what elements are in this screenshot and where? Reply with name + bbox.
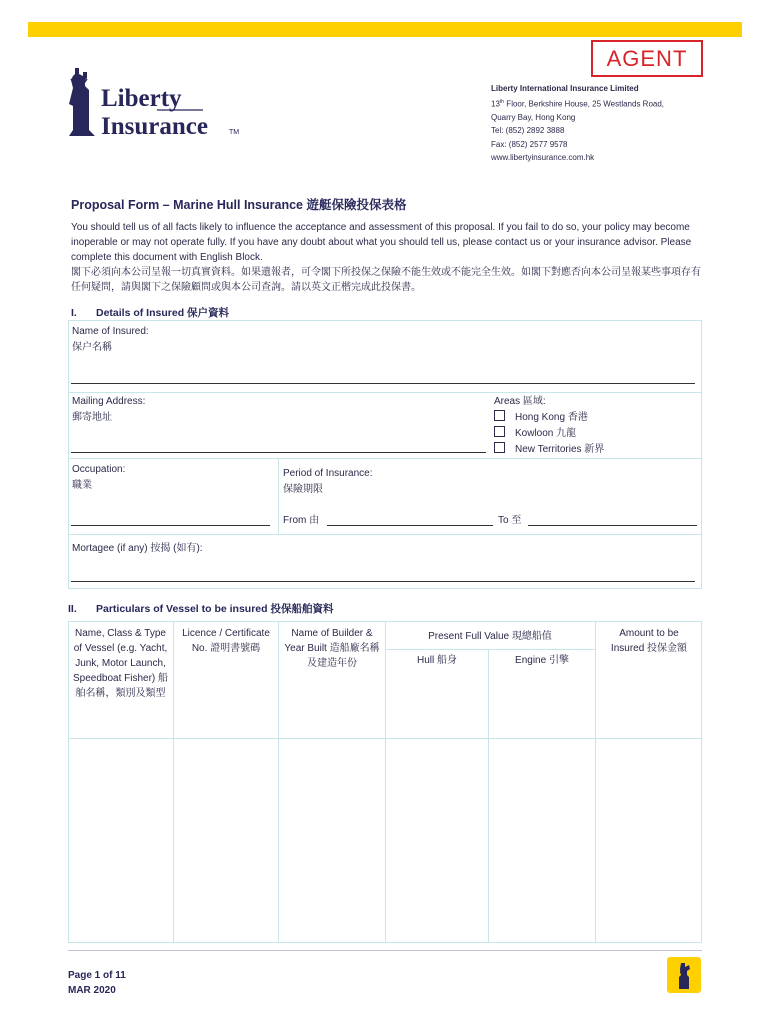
period-to-field[interactable] [528, 525, 697, 526]
company-fax: Fax: (852) 2577 9578 [491, 139, 568, 149]
period-from-field[interactable] [327, 525, 493, 526]
col-header-hull: Hull 船身 [416, 655, 457, 666]
statue-of-liberty-icon [69, 68, 95, 136]
area-option-hong-kong[interactable]: Hong Kong 香港 [494, 410, 604, 426]
mailing-address-field[interactable] [71, 452, 486, 453]
col-header-full-value: Present Full Value 現總船值 [428, 631, 552, 642]
trademark: TM [229, 129, 240, 136]
footer-info [68, 968, 126, 998]
areas-group [494, 394, 604, 458]
occupation-label: Occupation: 職業 [72, 464, 126, 491]
mailing-address-label: Mailing Address: 郵寄地址 [72, 396, 146, 423]
areas-label: Areas 區域: [494, 396, 546, 407]
intro-chinese: 閣下必須向本公司呈報一切真實資料。如果遺報者，可令閣下所投保之保險不能生效或不能完全生效。如閣下對應否向本公司呈報某些事項存有任何疑問，請與閣下之保險顧問或與本公司查詢。請以英文正楷完成此投保書。 [71, 267, 701, 293]
from-label: From 由 [283, 515, 320, 526]
to-label: To 至 [498, 515, 522, 526]
checkbox[interactable] [494, 442, 505, 453]
company-tel: Tel: (852) 2892 3888 [491, 126, 565, 136]
agent-stamp: AGENT [591, 40, 703, 77]
liberty-insurance-logo [65, 66, 245, 140]
col-header-vessel-name: Name, Class & Type of Vessel (e.g. Yacht, Junk, Motor Launch, Speedboat Fisher) 船舶名稱，類別及類型 [72, 628, 169, 699]
company-name: Liberty International Insurance Limited [491, 84, 639, 93]
checkbox[interactable] [494, 426, 505, 437]
col-header-builder: Name of Builder & Year Built 造船廠名稱及建造年份 [284, 628, 380, 669]
checkbox[interactable] [494, 410, 505, 421]
company-website: www.libertyinsurance.com.hk [491, 153, 595, 163]
area-option-kowloon[interactable]: Kowloon 九龍 [494, 426, 604, 442]
occupation-field[interactable] [71, 525, 270, 526]
section-1-heading: I. Details of Insured 保户資料 [71, 307, 230, 319]
page-number: Page 1 of 11 [68, 970, 126, 981]
company-address-1: 13th Floor, Berkshire House, 25 Westlands Road, [491, 98, 665, 109]
brand-line2: Insurance [101, 113, 208, 140]
col-header-licence: Licence / Certificate No. 證明書號碼 [182, 628, 270, 654]
form-title: Proposal Form – Marine Hull Insurance 遊艇保險投保表格 [71, 198, 407, 212]
col-header-amount: Amount to be Insured 投保金額 [610, 628, 688, 654]
vessel-entry-row[interactable] [69, 739, 701, 942]
mortgagee-label: Mortagee (if any) 按揭 (如有): [72, 543, 203, 554]
area-option-new-territories[interactable]: New Territories 新界 [494, 442, 604, 458]
intro-english: You should tell us of all facts likely to influence the acceptance and assessment of this proposal. If you fail to do so, your policy may become inoperable or may not operate fully. If you have any doubt about what you should tell us, please contact us or your insurance advisor. Please complete this document with English Block. [71, 222, 692, 263]
section-2-heading: II. Particulars of Vessel to be insured 投保船舶資料 [68, 603, 334, 615]
top-accent-bar [28, 22, 742, 37]
col-header-engine: Engine 引擎 [515, 655, 569, 666]
period-label: Period of Insurance: 保險期限 [283, 468, 373, 495]
intro-text [71, 220, 701, 295]
name-of-insured-field[interactable] [71, 383, 695, 384]
statue-badge-icon [667, 957, 701, 993]
revision-date: MAR 2020 [68, 985, 116, 996]
name-of-insured-label: Name of Insured: 保户名稱 [72, 326, 149, 353]
company-info [491, 82, 664, 165]
footer-divider [68, 950, 702, 951]
brand-line1: Liberty [101, 85, 182, 112]
company-address-2: Quarry Bay, Hong Kong [491, 112, 576, 122]
mortgagee-field[interactable] [71, 581, 695, 582]
